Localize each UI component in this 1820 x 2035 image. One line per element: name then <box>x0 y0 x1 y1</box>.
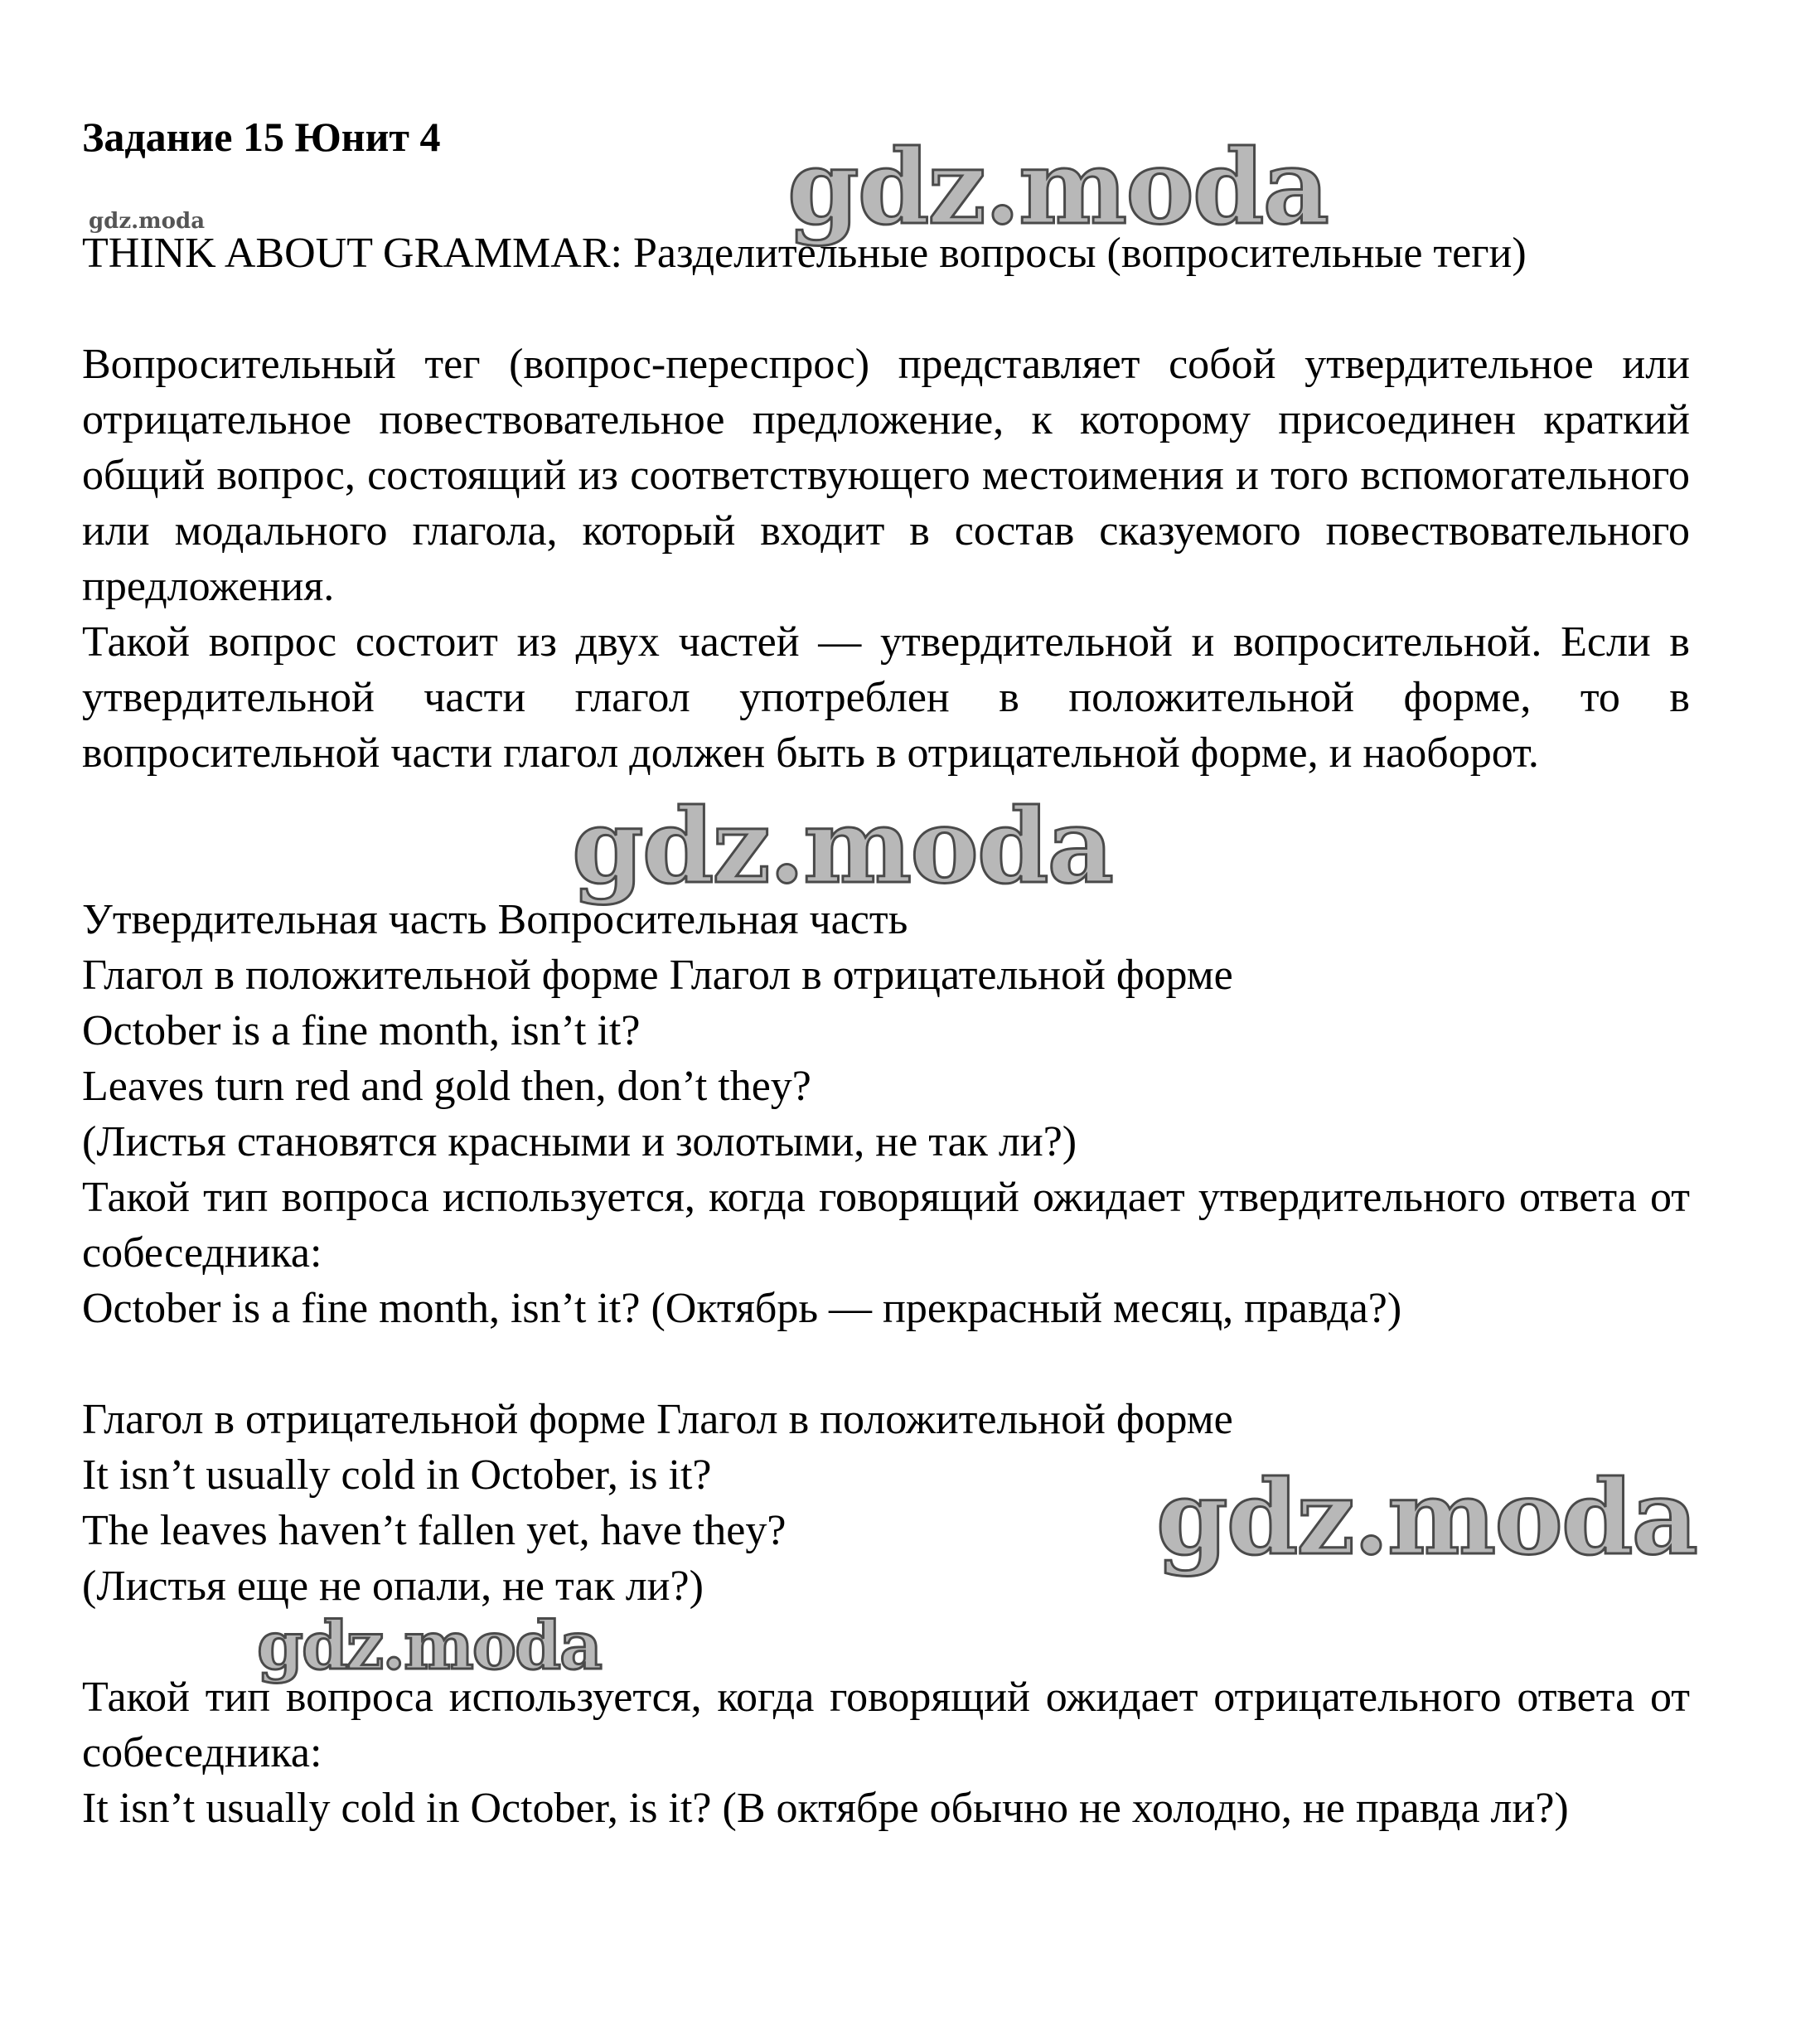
table-header: Глагол в положительной форме Глагол в отрицательной форме <box>82 952 1233 999</box>
example-translation: (Листья еще не опали, не так ли?) <box>82 1563 704 1610</box>
example-sentence: October is a fine month, isn’t it? <box>82 1007 641 1054</box>
example-translation: (Листья становятся красными и золотыми, не так ли?) <box>82 1118 1077 1165</box>
watermark-logo: gdz.moda <box>1156 1458 1697 1578</box>
example-sentence: It isn’t usually cold in October, is it? <box>82 1451 712 1499</box>
watermark-logo: gdz.moda <box>257 1606 601 1684</box>
section-negative <box>82 1392 1690 1614</box>
example-sentence: The leaves haven’t fallen yet, have they? <box>82 1507 787 1554</box>
page-title: Задание 15 Юнит 4 <box>82 114 441 160</box>
example-sentence: October is a fine month, isn’t it? (Октябрь — прекрасный месяц, правда?) <box>82 1285 1402 1332</box>
watermark-logo: gdz.moda <box>572 787 1112 907</box>
usage-paragraph: Такой тип вопроса используется, когда говорящий ожидает утвердительного ответа от собеседника: <box>82 1174 1690 1277</box>
watermark-logo-small: gdz.moda <box>89 209 206 234</box>
usage-example: It isn’t usually cold in October, is it? (В октябре обычно не холодно, не правда ли?) <box>82 1785 1569 1832</box>
table-header: Глагол в отрицательной форме Глагол в положительной форме <box>82 1396 1233 1443</box>
watermark-logo: gdz.moda <box>787 128 1328 248</box>
table-header: Утвердительная часть Вопросительная часть <box>82 896 908 943</box>
usage-paragraph: Такой тип вопроса используется, когда говорящий ожидает отрицательного ответа от собеседника: <box>82 1674 1690 1776</box>
parts-paragraph: Такой вопрос состоит из двух частей — утвердительной и вопросительной. Если в утвердительной части глагол употреблен в положительной форме, то в вопросительной части глагол должен быть в отрицательной форме, и наоборот. <box>82 618 1690 777</box>
usage-example <box>82 1281 1690 1336</box>
definition-paragraph: Вопросительный тег (вопрос-переспрос) представляет собой утвердительное или отрицательное повествовательное предложение, к которому присоединен краткий общий вопрос, состоящий из соответствующего местоимения и того вспомогательного или модального глагола, который входит в состав сказуемого повествовательного предложения. <box>82 341 1690 610</box>
intro-paragraph: THINK ABOUT GRAMMAR: Разделительные вопросы (вопросительные теги) <box>82 230 1527 277</box>
example-sentence: Leaves turn red and gold then, don’t they? <box>82 1063 811 1110</box>
section-affirmative <box>82 892 1690 1170</box>
